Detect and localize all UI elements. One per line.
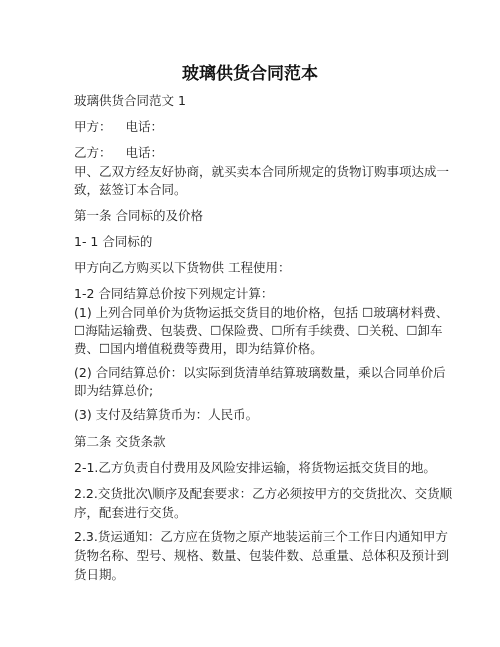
party-b-line [74,143,434,163]
party-b-phone-label: 电话： [125,145,164,160]
section-2-2-line-2: 序，配套进行交货。 [74,505,187,520]
purchase-line: 甲方向乙方购买以下货物供 工程使用： [74,260,291,275]
item2-line-2: 即为结算总价; [74,383,154,398]
section-2-3-line-3: 货日期。 [74,567,125,582]
item2-line-1: (2) 合同结算总价：以实际到货清单结算玻璃数量，乘以合同单价后 [74,365,446,380]
party-a-label: 甲方： [74,119,112,134]
intro-line-2: 致，兹签订本合同。 [74,182,187,197]
document-subtitle: 玻璃供货合同范文 1 [74,93,186,108]
intro-line-1: 甲、乙双方经友好协商，就买卖本合同所规定的货物订购事项达成一 [74,164,450,179]
article1-heading: 第一条 合同标的及价格 [74,208,203,223]
document-title: 玻璃供货合同范本 [182,64,318,84]
section-1-1: 1- 1 合同标的 [74,234,153,249]
item1-line-2: ☐海陆运输费、包装费、☐保险费、☐所有手续费、☐关税、☐卸车 [74,323,443,338]
section-2-3-line-1: 2.3.货运通知：乙方应在货物之原产地装运前三个工作日内通知甲方 [74,529,448,544]
section-2-1: 2-1.乙方负责自付费用及风险安排运输，将货物运抵交货目的地。 [74,460,436,475]
section-2-3-line-2: 货物名称、型号、规格、数量、包装件数、总重量、总体积及预计到 [74,548,450,563]
section-2-2-line-1: 2.2.交货批次\顺序及配套要求：乙方必须按甲方的交货批次、交货顺 [74,486,453,501]
party-b-label: 乙方： [74,145,112,160]
section-1-2: 1-2 合同结算总价按下列规定计算： [74,286,274,301]
article2-heading: 第二条 交货条款 [74,434,166,449]
item1-line-3: 费、☐国内增值税费等费用，即为结算价格。 [74,341,323,356]
item1-line-1: (1) 上列合同单价为货物运抵交货目的地价格，包括 ☐玻璃材料费、 [74,305,449,320]
item3-line: (3) 支付及结算货币为：人民币。 [74,407,259,422]
party-a-line [74,117,434,137]
party-a-phone-label: 电话： [125,119,164,134]
